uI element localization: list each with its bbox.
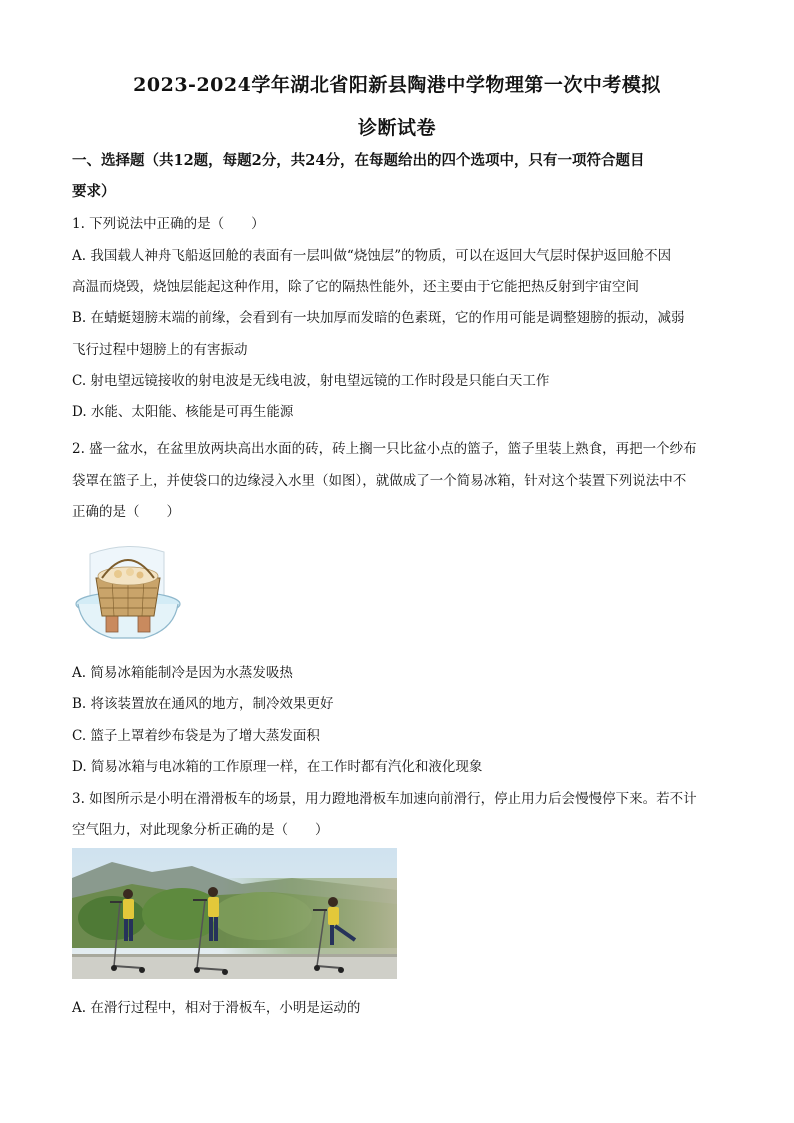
- simple-fridge-figure: [72, 538, 184, 648]
- section-heading-line2: 要求）: [72, 183, 116, 200]
- q2-option-a: A. 简易冰箱能制冷是因为水蒸发吸热: [72, 665, 293, 681]
- q1-stem: 1. 下列说法中正确的是（ ）: [72, 216, 265, 232]
- q2-stem-line3: 正确的是（ ）: [72, 504, 180, 520]
- section-heading: [72, 145, 727, 207]
- q1-option-a-line2: 高温而烧毁，烧蚀层能起这种作用，除了它的隔热性能外，还主要由于它能把热反射到宇宙空间: [72, 279, 639, 295]
- q2-option-d: D. 简易冰箱与电冰箱的工作原理一样，在工作时都有汽化和液化现象: [72, 759, 483, 775]
- q3-option-a: A. 在滑行过程中，相对于滑板车，小明是运动的: [72, 1000, 361, 1016]
- q1-option-d: D. 水能、太阳能、核能是可再生能源: [72, 404, 294, 420]
- exam-title-line2: 诊断试卷: [357, 117, 436, 139]
- q2-option-b: B. 将该装置放在通风的地方，制冷效果更好: [72, 696, 334, 712]
- q2-stem-line2: 袋罩在篮子上，并使袋口的边缘浸入水里（如图），就做成了一个简易冰箱，针对这个装置下列说法中不: [72, 473, 687, 489]
- q2-option-c: C. 篮子上罩着纱布袋是为了增大蒸发面积: [72, 728, 320, 744]
- section-heading-line1: 一、选择题（共12题，每题2分，共24分，在每题给出的四个选项中，只有一项符合题目: [72, 152, 645, 169]
- q1-option-b-line2: 飞行过程中翅膀上的有害振动: [72, 342, 248, 358]
- q1-option-c: C. 射电望远镜接收的射电波是无线电波，射电望远镜的工作时段是只能白天工作: [72, 373, 550, 389]
- q1-option-a-line1: A. 我国载人神舟飞船返回舱的表面有一层叫做“烧蚀层”的物质，可以在返回大气层时保护返回舱不因: [72, 248, 672, 264]
- q2-stem-line1: 2. 盛一盆水，在盆里放两块高出水面的砖，砖上搁一只比盆小点的篮子，篮子里装上熟食，再把一个纱布: [72, 441, 697, 457]
- exam-title-line1: 2023-2024学年湖北省阳新县陶港中学物理第一次中考模拟: [133, 74, 661, 96]
- q3-stem-line2: 空气阻力，对此现象分析正确的是（ ）: [72, 822, 329, 838]
- q3-stem-line1: 3. 如图所示是小明在滑滑板车的场景，用力蹬地滑板车加速向前滑行，停止用力后会慢慢停下来。若不计: [72, 791, 697, 807]
- q1-option-b-line1: B. 在蜻蜓翅膀末端的前缘，会看到有一块加厚而发暗的色素斑，它的作用可能是调整翅膀的振动，减弱: [72, 310, 685, 326]
- scooter-photo: [72, 848, 397, 979]
